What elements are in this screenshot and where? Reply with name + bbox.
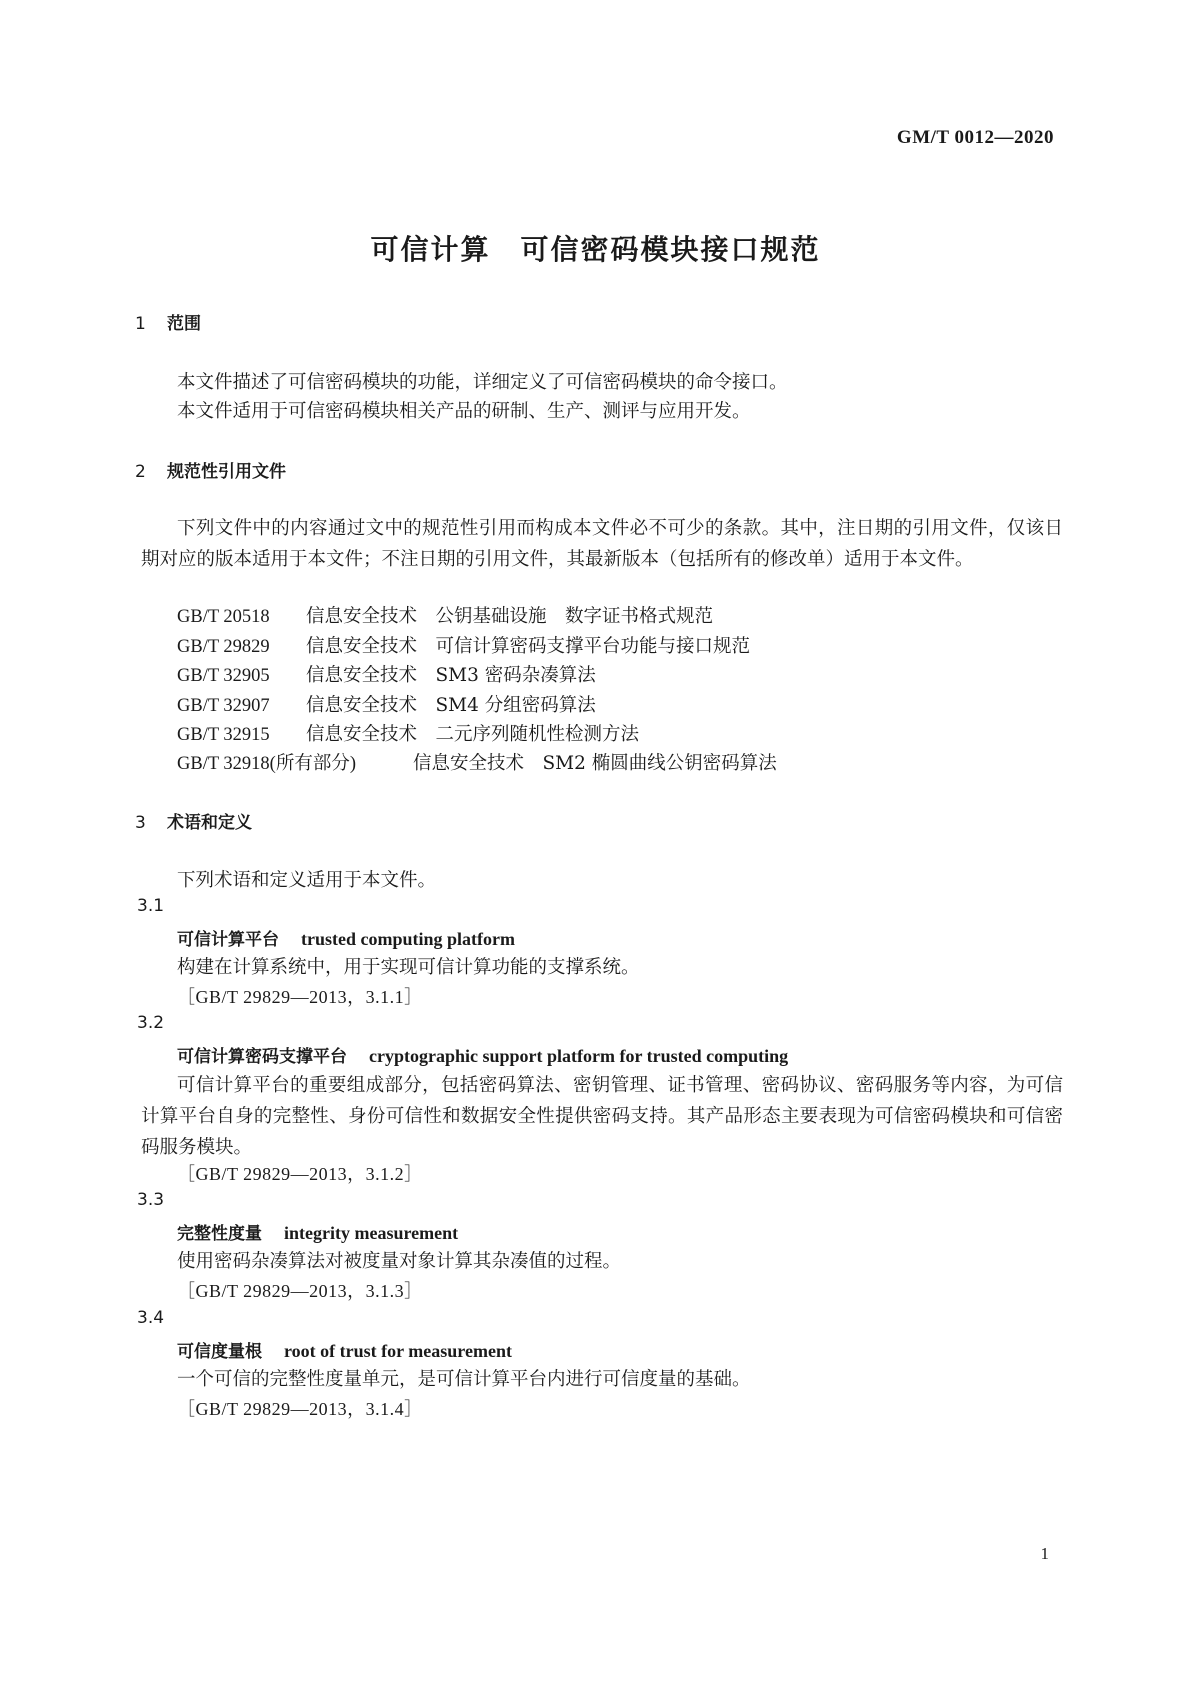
page-number: 1 — [1040, 1544, 1049, 1563]
section-2-heading — [135, 457, 286, 482]
reference-title: 信息安全技术 SM3 密码杂凑算法 — [306, 665, 596, 686]
term-source: ［GB/T 29829—2013，3.1.1］ — [177, 987, 423, 1007]
reference-title: 信息安全技术 二元序列随机性检测方法 — [306, 724, 640, 745]
term-number: 3.2 — [137, 1013, 165, 1033]
section-number: 1 — [135, 314, 146, 334]
section-title: 范围 — [167, 314, 201, 334]
reference-code: GB/T 20518 — [177, 607, 270, 627]
term-number: 3.3 — [137, 1190, 165, 1210]
section-number: 3 — [135, 813, 146, 833]
term-source: ［GB/T 29829—2013，3.1.4］ — [177, 1399, 423, 1419]
reference-item — [177, 602, 713, 628]
term-definition: 可信计算平台的重要组成部分，包括密码算法、密钥管理、证书管理、密码协议、密码服务等内容，为可信计算平台自身的完整性、身份可信性和数据安全性提供密码支持。其产品形态主要表现为可信密码模块和可信密码服务模块。 — [141, 1075, 1063, 1158]
term-zh: 可信计算平台 — [177, 930, 279, 950]
term-heading — [177, 1042, 788, 1067]
term-heading — [177, 1337, 512, 1362]
term-heading — [177, 925, 515, 950]
paragraph: 本文件适用于可信密码模块相关产品的研制、生产、测评与应用开发。 — [177, 401, 751, 422]
reference-code: GB/T 29829 — [177, 637, 270, 657]
section-2-intro: 下列文件中的内容通过文中的规范性引用而构成本文件必不可少的条款。其中，注日期的引用文件，仅该日期对应的版本适用于本文件；不注日期的引用文件，其最新版本（包括所有的修改单）适用于本文件。 — [141, 518, 1063, 570]
section-1-heading — [135, 309, 201, 334]
term-zh: 完整性度量 — [177, 1224, 262, 1244]
term-source: ［GB/T 29829—2013，3.1.3］ — [177, 1281, 423, 1301]
reference-title: 信息安全技术 公钥基础设施 数字证书格式规范 — [306, 606, 714, 627]
section-3-intro: 下列术语和定义适用于本文件。 — [177, 870, 437, 891]
reference-item — [177, 661, 596, 687]
reference-item — [177, 749, 777, 775]
paragraph: 本文件描述了可信密码模块的功能，详细定义了可信密码模块的命令接口。 — [177, 372, 788, 393]
reference-title: 信息安全技术 SM4 分组密码算法 — [306, 695, 596, 716]
term-en: cryptographic support platform for trusted computing — [369, 1046, 789, 1066]
term-en: trusted computing platform — [301, 929, 515, 949]
reference-code: GB/T 32915 — [177, 725, 270, 745]
term-definition: 构建在计算系统中，用于实现可信计算功能的支撑系统。 — [177, 957, 640, 978]
term-number: 3.1 — [137, 896, 165, 916]
term-en: integrity measurement — [284, 1223, 459, 1243]
section-title: 规范性引用文件 — [167, 462, 286, 482]
section-number: 2 — [135, 462, 146, 482]
term-en: root of trust for measurement — [284, 1341, 512, 1361]
term-zh: 可信计算密码支撑平台 — [177, 1047, 347, 1067]
reference-code: GB/T 32918(所有部分) — [177, 754, 357, 774]
term-zh: 可信度量根 — [177, 1342, 262, 1362]
reference-title: 信息安全技术 可信计算密码支撑平台功能与接口规范 — [306, 636, 751, 657]
term-number: 3.4 — [137, 1308, 165, 1328]
reference-item — [177, 720, 639, 746]
document-title: 可信计算 可信密码模块接口规范 — [370, 233, 821, 266]
standard-id: GM/T 0012—2020 — [896, 127, 1054, 148]
reference-item — [177, 691, 596, 717]
reference-title: 信息安全技术 SM2 椭圆曲线公钥密码算法 — [413, 753, 777, 774]
reference-code: GB/T 32907 — [177, 696, 270, 716]
section-title: 术语和定义 — [167, 813, 252, 833]
section-3-heading — [135, 808, 252, 833]
term-definition: 使用密码杂凑算法对被度量对象计算其杂凑值的过程。 — [177, 1251, 622, 1272]
reference-item — [177, 632, 750, 658]
term-definition: 一个可信的完整性度量单元，是可信计算平台内进行可信度量的基础。 — [177, 1369, 751, 1390]
term-source: ［GB/T 29829—2013，3.1.2］ — [177, 1164, 423, 1184]
reference-code: GB/T 32905 — [177, 666, 270, 686]
term-heading — [177, 1219, 458, 1244]
